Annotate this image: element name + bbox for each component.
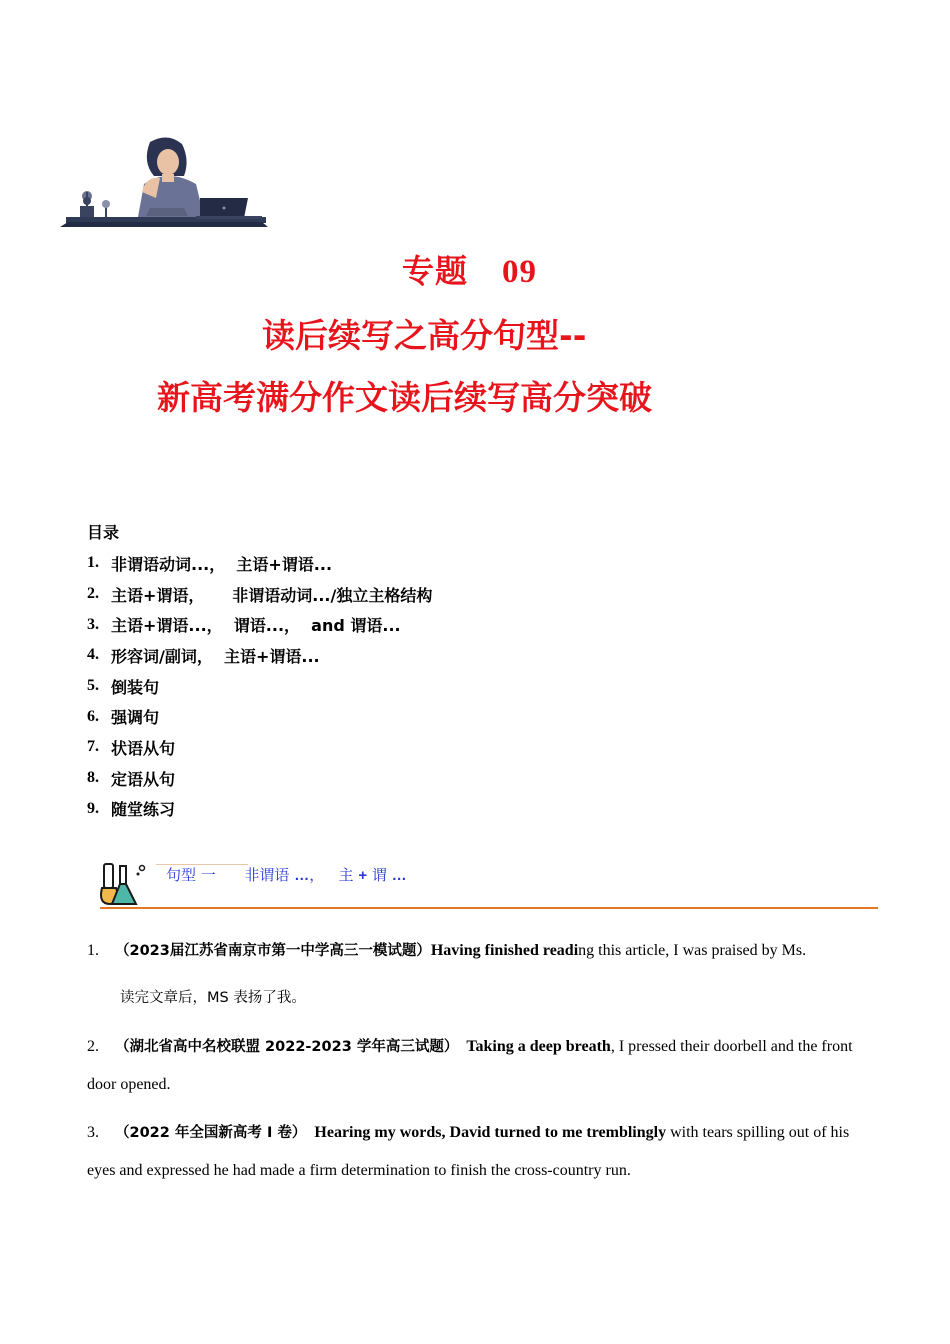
toc-item[interactable]: 7. 状语从句 (87, 738, 176, 758)
example-2: 2. （湖北省高中名校联盟 2022-2023 学年高三试题） Taking a deep breath, I pressed their doorbell and the front door opened. (87, 1038, 853, 1093)
toc-item[interactable]: 2. 主语+谓语， 非谓语动词.../独立主格结构 (87, 585, 433, 605)
topic-heading (402, 246, 537, 292)
toc-title: 目录 (87, 523, 120, 542)
example-1 (87, 932, 872, 1017)
toc-item[interactable]: 6. 强调句 (87, 707, 160, 728)
section-label: 句型 一 非谓语 …， 主 + 谓 … (166, 866, 407, 884)
title-line-2: 读后续写之高分句型-- (262, 316, 587, 355)
toc-item[interactable]: 9. 随堂练习 (87, 799, 176, 820)
toc-item[interactable]: 3. 主语+谓语...， 谓语...， and 谓语... (87, 615, 401, 636)
topic-number: 09 (502, 254, 538, 290)
toc-item[interactable]: 5. 倒装句 (87, 677, 160, 697)
toc-item[interactable]: 1. 非谓语动词...， 主语+谓语... (87, 554, 333, 574)
section-rule (100, 907, 878, 909)
lab-flask-icon (98, 860, 148, 906)
topic-label: 专题 (402, 252, 469, 290)
table-of-contents (87, 548, 432, 824)
woman-at-desk-illustration (58, 132, 270, 232)
section-header (98, 858, 878, 912)
example-sentence: 1. （2023届江苏省南京市第一中学高三一模试题）Having finished reading this article, I was praised by Ms. (87, 942, 807, 959)
toc-item[interactable]: 4. 形容词/副词， 主语+谓语... (87, 646, 320, 666)
example-translation: 读完文章后，MS 表扬了我。 (120, 990, 306, 1006)
example-3: 3. （2022 年全国新高考 I 卷） Hearing my words, David turned to me tremblingly with tears spilling out of his eyes and expressed he had made a firm determination to finish the cross-country run. (87, 1124, 850, 1179)
title-line-3: 新高考满分作文读后续写高分突破 (157, 378, 652, 417)
toc-item[interactable]: 8. 定语从句 (87, 769, 176, 789)
